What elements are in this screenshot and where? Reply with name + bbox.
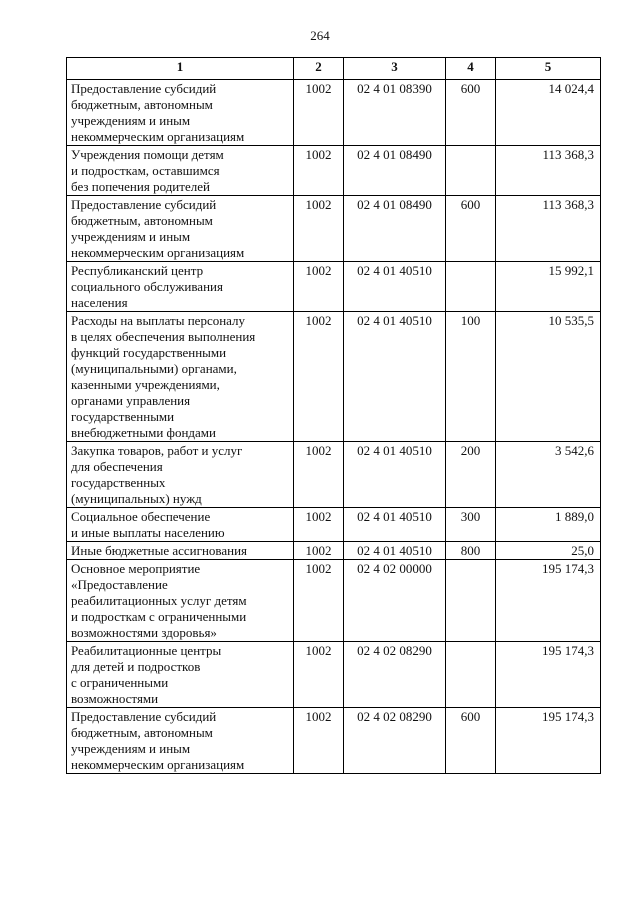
table-row xyxy=(67,262,601,312)
row-section: 1002 xyxy=(294,708,344,774)
row-name: Социальное обеспечение и иные выплаты населению xyxy=(67,508,294,542)
row-code: 02 4 01 40510 xyxy=(344,312,446,442)
row-code: 02 4 02 08290 xyxy=(344,708,446,774)
table-row xyxy=(67,542,601,560)
row-kind: 800 xyxy=(446,542,496,560)
row-name: Предоставление субсидий бюджетным, автономным учреждениям и иным некоммерческим организациям xyxy=(67,708,294,774)
column-header: 1 xyxy=(67,58,294,80)
row-name: Предоставление субсидий бюджетным, автономным учреждениям и иным некоммерческим организациям xyxy=(67,80,294,146)
row-amount: 1 889,0 xyxy=(496,508,601,542)
row-kind: 100 xyxy=(446,312,496,442)
row-code: 02 4 01 08490 xyxy=(344,146,446,196)
row-section: 1002 xyxy=(294,196,344,262)
row-name: Иные бюджетные ассигнования xyxy=(67,542,294,560)
table-row xyxy=(67,560,601,642)
table-row xyxy=(67,708,601,774)
row-section: 1002 xyxy=(294,560,344,642)
row-amount: 25,0 xyxy=(496,542,601,560)
row-amount: 15 992,1 xyxy=(496,262,601,312)
row-code: 02 4 01 40510 xyxy=(344,442,446,508)
column-header: 5 xyxy=(496,58,601,80)
row-amount: 113 368,3 xyxy=(496,196,601,262)
row-code: 02 4 01 08490 xyxy=(344,196,446,262)
row-amount: 10 535,5 xyxy=(496,312,601,442)
row-amount: 195 174,3 xyxy=(496,708,601,774)
row-name: Предоставление субсидий бюджетным, автономным учреждениям и иным некоммерческим организациям xyxy=(67,196,294,262)
column-header: 2 xyxy=(294,58,344,80)
row-amount: 3 542,6 xyxy=(496,442,601,508)
row-name: Основное мероприятие «Предоставление реабилитационных услуг детям и подросткам с ограниченными возможностями здоровья» xyxy=(67,560,294,642)
row-code: 02 4 02 08290 xyxy=(344,642,446,708)
row-section: 1002 xyxy=(294,262,344,312)
row-kind: 200 xyxy=(446,442,496,508)
row-amount: 113 368,3 xyxy=(496,146,601,196)
row-amount: 195 174,3 xyxy=(496,642,601,708)
budget-table xyxy=(66,57,601,774)
column-header: 3 xyxy=(344,58,446,80)
row-section: 1002 xyxy=(294,542,344,560)
row-kind: 300 xyxy=(446,508,496,542)
row-kind xyxy=(446,560,496,642)
row-section: 1002 xyxy=(294,146,344,196)
row-code: 02 4 01 08390 xyxy=(344,80,446,146)
table-row xyxy=(67,196,601,262)
row-code: 02 4 01 40510 xyxy=(344,542,446,560)
row-name: Закупка товаров, работ и услуг для обеспечения государственных (муниципальных) нужд xyxy=(67,442,294,508)
table-row xyxy=(67,642,601,708)
row-kind xyxy=(446,642,496,708)
table-row xyxy=(67,80,601,146)
row-name: Учреждения помощи детям и подросткам, оставшимся без попечения родителей xyxy=(67,146,294,196)
row-kind: 600 xyxy=(446,80,496,146)
row-name: Расходы на выплаты персоналу в целях обеспечения выполнения функций государственными (муниципальными) органами, казенными учреждениями, органами управления государственными внебюджетными фондами xyxy=(67,312,294,442)
row-name: Республиканский центр социального обслуживания населения xyxy=(67,262,294,312)
row-kind: 600 xyxy=(446,708,496,774)
column-header: 4 xyxy=(446,58,496,80)
row-code: 02 4 01 40510 xyxy=(344,508,446,542)
row-name: Реабилитационные центры для детей и подростков с ограниченными возможностями xyxy=(67,642,294,708)
row-section: 1002 xyxy=(294,312,344,442)
row-section: 1002 xyxy=(294,642,344,708)
row-kind: 600 xyxy=(446,196,496,262)
table-row xyxy=(67,312,601,442)
table-body xyxy=(67,80,601,774)
page-number: 264 xyxy=(310,28,330,43)
row-kind xyxy=(446,262,496,312)
table-row xyxy=(67,146,601,196)
row-code: 02 4 02 00000 xyxy=(344,560,446,642)
row-section: 1002 xyxy=(294,442,344,508)
table-row xyxy=(67,442,601,508)
row-code: 02 4 01 40510 xyxy=(344,262,446,312)
header-row xyxy=(67,58,601,80)
row-section: 1002 xyxy=(294,80,344,146)
table-row xyxy=(67,508,601,542)
row-amount: 195 174,3 xyxy=(496,560,601,642)
row-amount: 14 024,4 xyxy=(496,80,601,146)
row-kind xyxy=(446,146,496,196)
row-section: 1002 xyxy=(294,508,344,542)
